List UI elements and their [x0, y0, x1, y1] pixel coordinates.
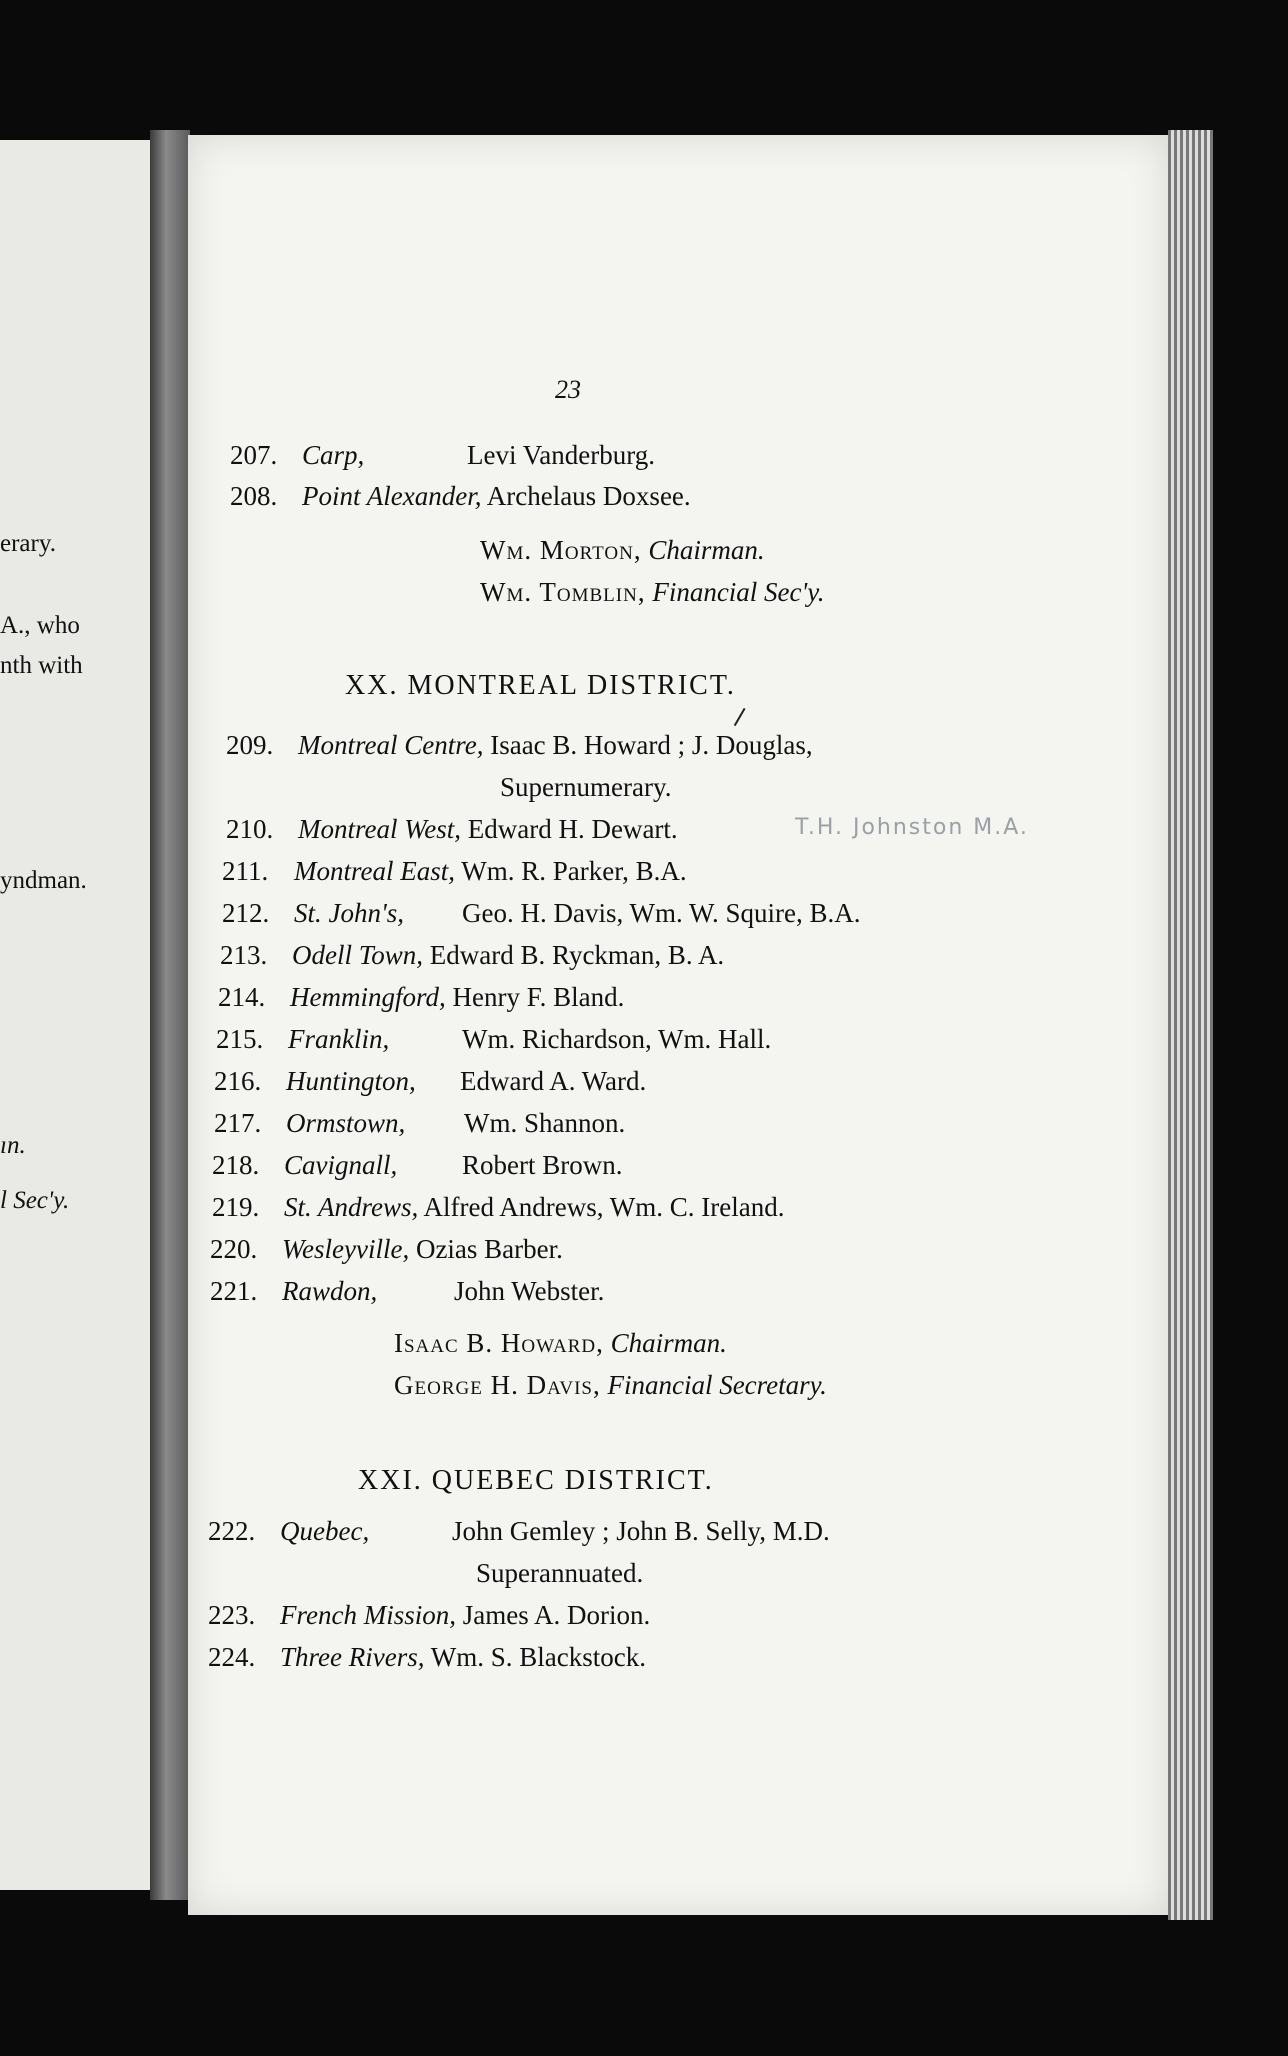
entry-place: Franklin, — [288, 1024, 390, 1054]
officer-name: Wm. Tomblin, — [480, 577, 646, 607]
entry-place: Montreal West, — [298, 814, 461, 844]
officer-secretary — [394, 1370, 827, 1401]
entry-names: Wm. S. Blackstock. — [430, 1642, 646, 1672]
entry-place: Three Rivers, — [280, 1642, 425, 1672]
entry-names: John Gemley ; John B. Selly, M.D. — [452, 1516, 830, 1546]
entry-217 — [214, 1108, 625, 1139]
entry-219 — [212, 1192, 784, 1223]
entry-224 — [208, 1642, 646, 1673]
entry-210 — [226, 814, 678, 845]
entry-number: 207. — [230, 440, 278, 470]
page-edges — [1168, 130, 1213, 1920]
entry-place: Wesleyville, — [282, 1234, 410, 1264]
entry-number: 208. — [230, 481, 278, 511]
entry-names: Edward B. Ryckman, B. A. — [429, 940, 725, 970]
left-fragment: ın. — [0, 1132, 26, 1159]
entry-place: Point Alexander, — [302, 481, 482, 511]
entry-214 — [218, 982, 624, 1013]
officer-name: George H. Davis, — [394, 1370, 601, 1400]
entry-names: Wm. R. Parker, B.A. — [461, 856, 687, 886]
officer-role: Chairman. — [610, 1328, 727, 1358]
entry-names: Geo. H. Davis, Wm. W. Squire, B.A. — [462, 898, 861, 928]
entry-place: Odell Town, — [292, 940, 424, 970]
entry-208 — [230, 481, 691, 512]
entry-place: Quebec, — [280, 1516, 370, 1546]
officer-chairman — [394, 1328, 727, 1359]
entry-213 — [220, 940, 724, 971]
entry-names: Alfred Andrews, Wm. C. Ireland. — [423, 1192, 785, 1222]
entry-207 — [230, 440, 655, 471]
entry-number: 220. — [210, 1234, 258, 1264]
entry-number: 218. — [212, 1150, 260, 1180]
officer-role: Financial Secretary. — [607, 1370, 827, 1400]
entry-number: 214. — [218, 982, 266, 1012]
entry-names: Wm. Shannon. — [464, 1108, 626, 1138]
handwritten-annotation: T.H. Johnston M.A. — [795, 815, 1029, 840]
left-fragment: erary. — [0, 530, 56, 557]
entry-222 — [208, 1516, 830, 1547]
entry-place: French Mission, — [280, 1600, 456, 1630]
entry-place: Montreal Centre, — [298, 730, 484, 760]
entry-number: 212. — [222, 898, 270, 928]
left-fragment: nth with — [0, 652, 83, 679]
officer-secretary — [480, 577, 825, 608]
officer-role: Chairman. — [648, 535, 765, 565]
officer-name: Isaac B. Howard, — [394, 1328, 604, 1358]
entry-names: Isaac B. Howard ; J. Douglas, — [490, 730, 813, 760]
entry-names: James A. Dorion. — [462, 1600, 651, 1630]
entry-number: 223. — [208, 1600, 256, 1630]
officer-chairman — [480, 535, 765, 566]
entry-place: Rawdon, — [282, 1276, 378, 1306]
entry-number: 215. — [216, 1024, 264, 1054]
entry-place: Cavignall, — [284, 1150, 398, 1180]
left-fragment: l Sec'y. — [0, 1187, 70, 1214]
entry-names: Robert Brown. — [462, 1150, 623, 1180]
left-fragment: A., who — [0, 612, 80, 639]
entry-names: Edward H. Dewart. — [467, 814, 678, 844]
entry-names: Henry F. Bland. — [452, 982, 625, 1012]
entry-216 — [214, 1066, 646, 1097]
entry-209 — [226, 730, 813, 761]
entry-211 — [222, 856, 687, 887]
entry-place: Montreal East, — [294, 856, 455, 886]
entry-221 — [210, 1276, 604, 1307]
district-heading: XXI. QUEBEC DISTRICT. — [358, 1465, 714, 1496]
entry-names: Levi Vanderburg. — [467, 440, 655, 470]
entry-continuation: Superannuated. — [476, 1558, 644, 1588]
entry-number: 224. — [208, 1642, 256, 1672]
entry-place: St. John's, — [294, 898, 405, 928]
entry-place: St. Andrews, — [284, 1192, 419, 1222]
entry-names: Archelaus Doxsee. — [486, 481, 691, 511]
entry-212 — [222, 898, 861, 929]
entry-number: 216. — [214, 1066, 262, 1096]
officer-role: Financial Sec'y. — [652, 577, 825, 607]
entry-218 — [212, 1150, 622, 1181]
entry-number: 209. — [226, 730, 274, 760]
left-page — [0, 140, 150, 1890]
book-gutter — [150, 130, 190, 1900]
entry-number: 210. — [226, 814, 274, 844]
entry-number: 222. — [208, 1516, 256, 1546]
district-heading: XX. MONTREAL DISTRICT. — [345, 670, 736, 701]
entry-215 — [216, 1024, 771, 1055]
entry-place: Ormstown, — [286, 1108, 406, 1138]
officer-name: Wm. Morton, — [480, 535, 642, 565]
left-fragment: yndman. — [0, 867, 87, 894]
entry-names: Edward A. Ward. — [460, 1066, 647, 1096]
entry-number: 211. — [222, 856, 269, 886]
entry-names: Wm. Richardson, Wm. Hall. — [462, 1024, 772, 1054]
entry-place: Hemmingford, — [290, 982, 446, 1012]
entry-place: Carp, — [302, 440, 365, 470]
entry-223 — [208, 1600, 650, 1631]
entry-names: Ozias Barber. — [415, 1234, 563, 1264]
entry-number: 213. — [220, 940, 268, 970]
entry-220 — [210, 1234, 563, 1265]
entry-number: 219. — [212, 1192, 260, 1222]
entry-place: Huntington, — [286, 1066, 416, 1096]
entry-continuation: Supernumerary. — [500, 772, 672, 802]
entry-names: John Webster. — [454, 1276, 605, 1306]
entry-number: 217. — [214, 1108, 262, 1138]
entry-number: 221. — [210, 1276, 258, 1306]
page-number: 23 — [555, 375, 581, 404]
